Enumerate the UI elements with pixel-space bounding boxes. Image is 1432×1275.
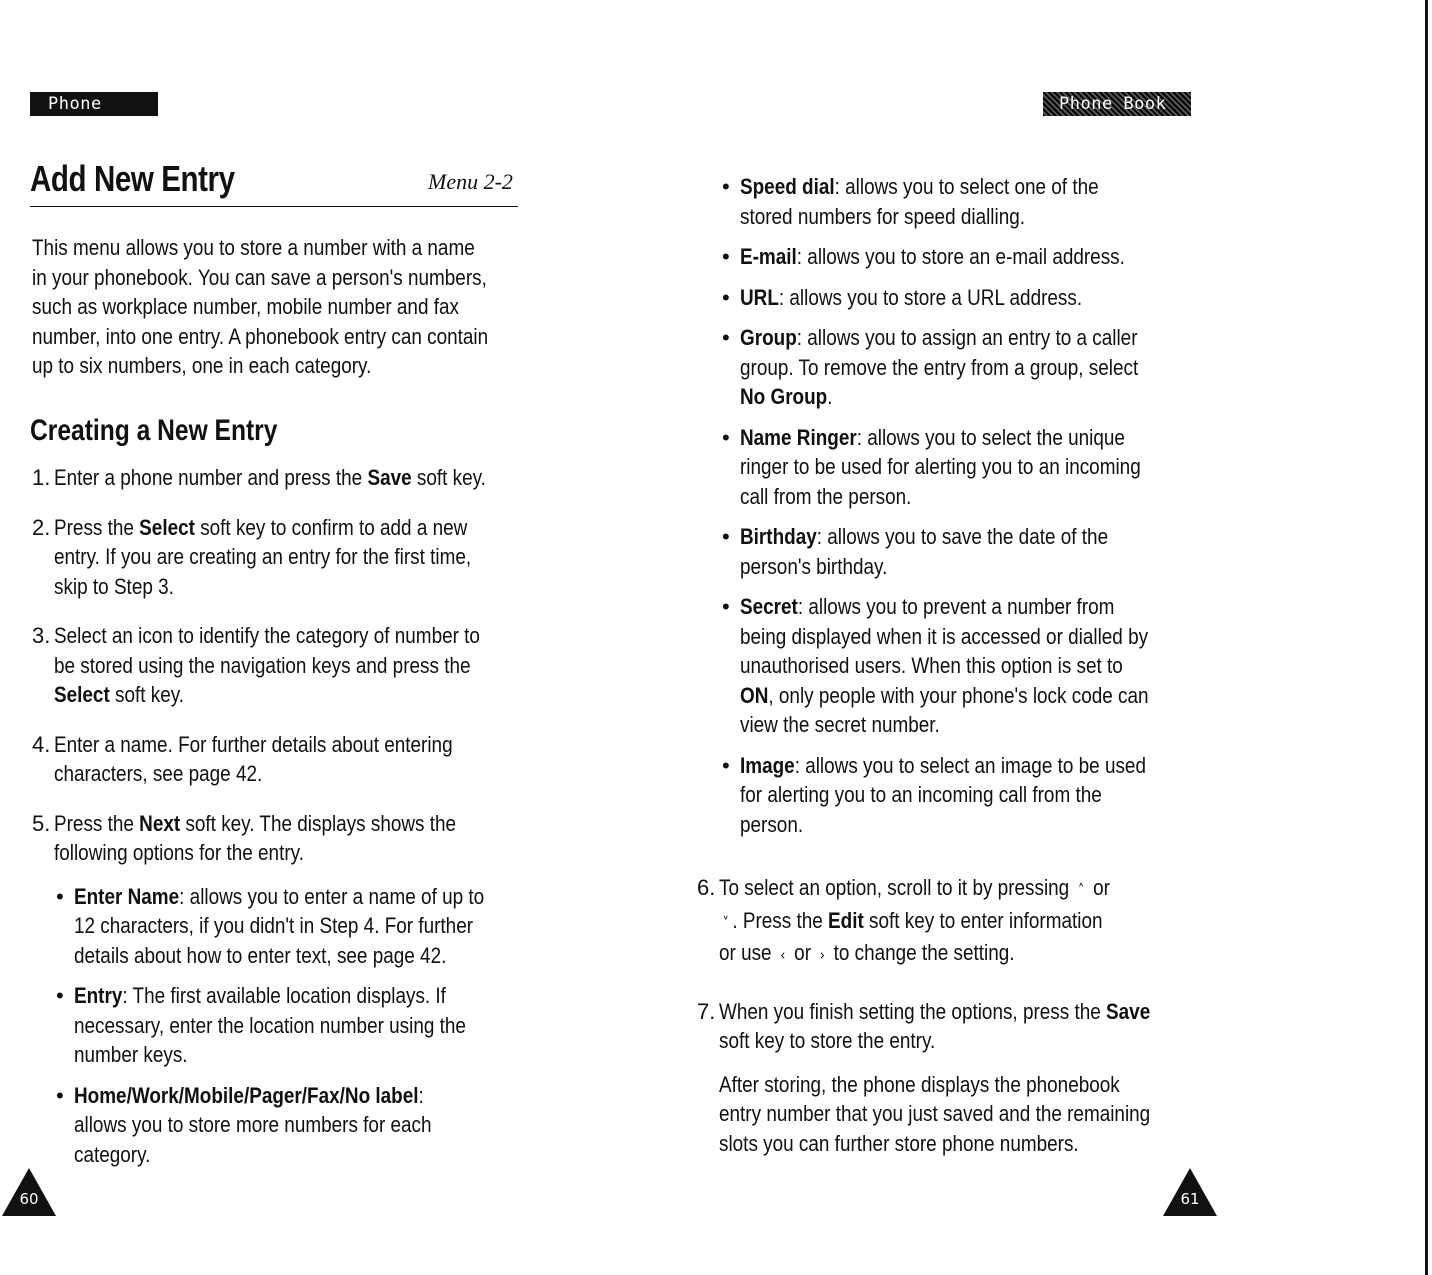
bullet-number-labels: • Home/Work/Mobile/Pager/Fax/No label: allows you to store more numbers for each category. bbox=[54, 1081, 592, 1170]
step-3: 3. Select an icon to identify the category of number to be stored using the navigation keys and press the Select soft key. bbox=[32, 623, 480, 707]
step-6: 6. To select an option, scroll to it by pressing ˄ or ˅ . Press the Edit soft key to enter information or use ‹ or › to change the setting. bbox=[697, 873, 1317, 971]
option-bullets-right bbox=[720, 172, 1320, 853]
bullet-name-ringer: • Name Ringer: allows you to select the unique ringer to be used for alerting you to an incoming call from the person. bbox=[720, 423, 1320, 512]
section-tab-right: Phone Book bbox=[1043, 92, 1191, 116]
step-1: 1. Enter a phone number and press the Save soft key. bbox=[32, 465, 486, 490]
intro-paragraph: This menu allows you to store a number with a name in your phonebook. You can save a person's numbers, such as workplace number, mobile number and fax number, into one entry. A phonebook entry can contain up to six numbers, one in each category. bbox=[32, 235, 489, 378]
bullet-email: • E-mail: allows you to store an e-mail address. bbox=[720, 242, 1320, 272]
option-bullets-left bbox=[32, 882, 592, 1170]
step-4: 4. Enter a name. For further details about entering characters, see page 42. bbox=[32, 731, 453, 786]
bullet-image: • Image: allows you to select an image to be used for alerting you to an incoming call from the person. bbox=[720, 751, 1320, 840]
bullet-birthday: • Birthday: allows you to save the date of the person's birthday. bbox=[720, 522, 1320, 581]
menu-reference: Menu 2-2 bbox=[428, 169, 513, 194]
bullet-enter-name: • Enter Name: allows you to enter a name of up to 12 characters, if you didn't in Step 4. For further details about how to enter text, see page 42. bbox=[54, 882, 592, 971]
section-title: Creating a New Entry bbox=[30, 414, 278, 447]
step-5: 5. Press the Next soft key. The displays shows the following options for the entry. bbox=[32, 810, 457, 865]
title-divider bbox=[30, 206, 518, 207]
nav-right-key-icon: › bbox=[819, 946, 825, 964]
bullet-speed-dial: • Speed dial: allows you to select one of the stored numbers for speed dialling. bbox=[720, 172, 1320, 231]
steps-list bbox=[32, 463, 592, 1180]
step-7: 7. When you finish setting the options, press the Save soft key to store the entry. bbox=[697, 998, 1151, 1053]
steps-list-right bbox=[697, 873, 1317, 1158]
page-title: Add New Entry bbox=[30, 158, 235, 199]
page-edge-rule bbox=[1425, 0, 1428, 1275]
bullet-secret: • Secret: allows you to prevent a number from being displayed when it is accessed or dialled by unauthorised users. When this option is set to ON, only people with your phone's lock code can view the secret number. bbox=[720, 592, 1320, 740]
bullet-entry: • Entry: The first available location displays. If necessary, enter the location number using the number keys. bbox=[54, 981, 592, 1070]
page-number-left: 60 bbox=[2, 1168, 56, 1216]
bullet-group: • Group: allows you to assign an entry to a caller group. To remove the entry from a group, select No Group. bbox=[720, 323, 1320, 412]
after-storing-paragraph: After storing, the phone displays the phonebook entry number that you just saved and the remaining slots you can further store phone numbers. bbox=[719, 1071, 1151, 1156]
bullet-url: • URL: allows you to store a URL address. bbox=[720, 283, 1320, 313]
nav-left-key-icon: ‹ bbox=[780, 946, 786, 964]
page-number-right: 61 bbox=[1163, 1168, 1217, 1216]
nav-down-key-icon: ˅ bbox=[722, 913, 729, 932]
step-2: 2. Press the Select soft key to confirm to add a new entry. If you are creating an entry for the first time, skip to Step 3. bbox=[32, 514, 472, 599]
nav-up-key-icon: ˄ bbox=[1077, 881, 1085, 899]
section-tab-left: Phone Book bbox=[30, 92, 154, 116]
